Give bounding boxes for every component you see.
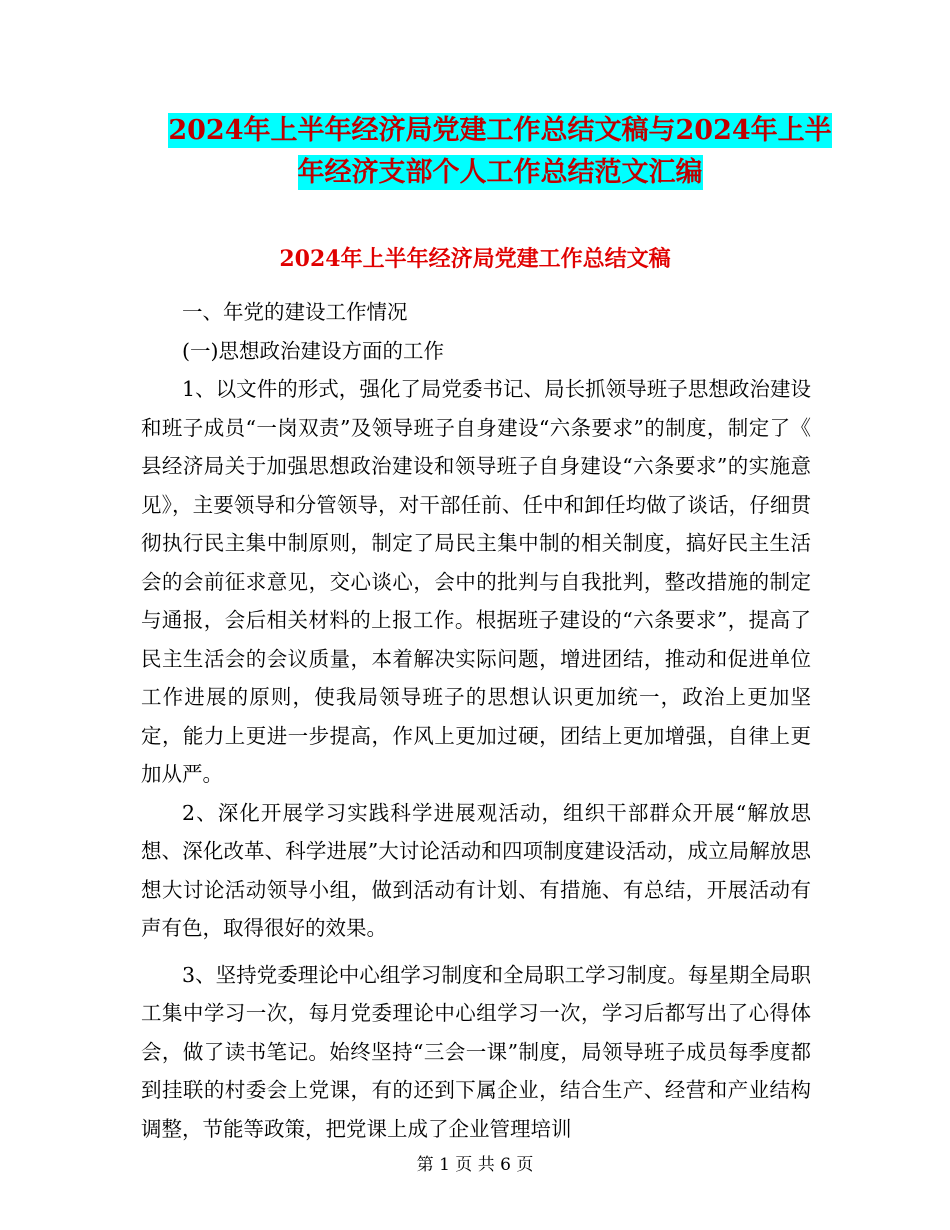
paragraph-heading-1: 一、年党的建设工作情况 xyxy=(182,300,408,324)
document-title-line-1 xyxy=(100,110,900,152)
section-title: 2024年上半年经济局党建工作总结文稿 xyxy=(279,246,671,272)
document-title-text-2: 年经济支部个人工作总结范文汇编 xyxy=(297,157,703,188)
paragraph-2: 2、深化开展学习实践科学进展观活动，组织干部群众开展“解放思想、深化改革、科学进展”大讨论活动和四项制度建设活动，成立局解放思想大讨论活动领导小组，做到活动有计划、有措施、有总结，开展活动有声有色，取得很好的效果。 xyxy=(141,800,811,940)
document-title-line-2 xyxy=(100,152,900,194)
paragraph-3: 3、坚持党委理论中心组学习制度和全局职工学习制度。每星期全局职工集中学习一次，每月党委理论中心组学习一次，学习后都写出了心得体会，做了读书笔记。始终坚持“三会一课”制度，局领导班子成员每季度都到挂联的村委会上党课，有的还到下属企业，结合生产、经营和产业结构调整，节能等政策，把党课上成了企业管理培训 xyxy=(141,962,811,1141)
document-title-text-1: 2024年上半年经济局党建工作总结文稿与2024年上半 xyxy=(168,115,832,146)
paragraph-1: 1、以文件的形式，强化了局党委书记、局长抓领导班子思想政治建设和班子成员“一岗双责”及领导班子自身建设“六条要求”的制度，制定了《 县经济局关于加强思想政治建设和领导班子自身建设“六条要求”的实施意见》，主要领导和分管领导，对干部任前、任中和卸任均做了谈话，仔细贯彻执行民主集中制原则，制定了局民主集中制的相关制度，搞好民主生活会的会前征求意见，交心谈心，会中的批判与自我批判，整改措施的制定与通报，会后相关材料的上报工作。根据班子建设的“六条要求”，提高了民主生活会的会议质量，本着解决实际问题，增进团结，推动和促进单位工作进展的原则，使我局领导班子的思想认识更加统一，政治上更加坚定，能力上更进一步提高，作风上更加过硬，团结上更加增强，自律上更加从严。 xyxy=(141,377,811,786)
page-footer: 第 1 页 共 6 页 xyxy=(416,1155,534,1175)
document-body xyxy=(141,293,811,1148)
paragraph-heading-2: (一)思想政治建设方面的工作 xyxy=(182,338,444,363)
